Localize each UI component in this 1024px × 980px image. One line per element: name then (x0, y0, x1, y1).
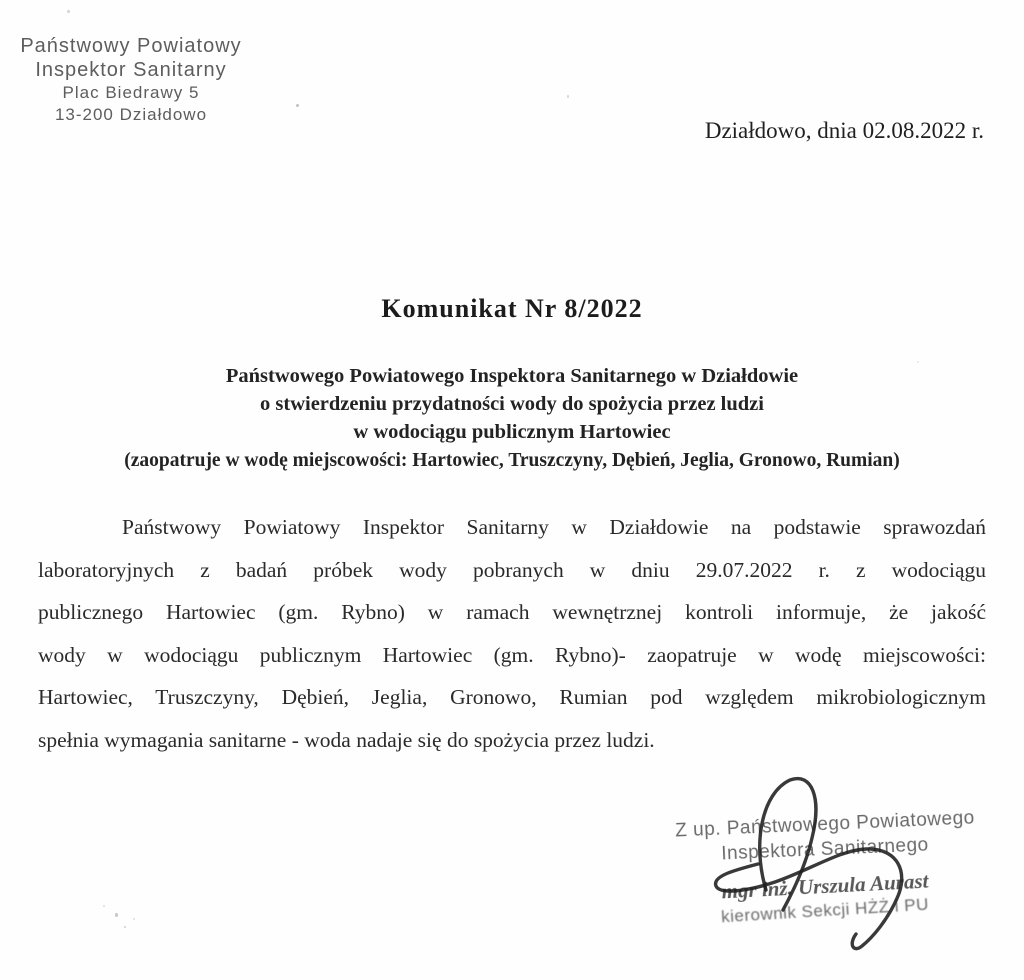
body-line-2: laboratoryjnych z badań próbek wody pobranych w dniu 29.07.2022 r. z wodociągu (38, 557, 986, 582)
subtitle-line-1: Państwowego Powiatowego Inspektora Sanitarnego w Działdowie (225, 365, 799, 387)
signer-role: kierownik Sekcji HŻŻ i PU (720, 894, 930, 927)
body-line-3: publicznego Hartowiec (gm. Rybno) w ramach wewnętrznej kontroli informuje, że jakość (38, 600, 986, 624)
scan-speck (133, 918, 135, 920)
stamp-line-authority-1: Państwowy Powiatowy (20, 35, 242, 57)
scan-speck (917, 361, 919, 363)
body-line-5: Hartowiec, Truszczyny, Dębień, Jeglia, Gronowo, Rumian pod względem mikrobiologicznym (38, 685, 986, 709)
signer-name: mgr inż. Urszula Aurast (720, 868, 929, 904)
scan-speck (296, 104, 299, 107)
scan-speck (124, 926, 126, 928)
body-line-1: Państwowy Powiatowy Inspektor Sanitarny w Działdowie na podstawie sprawozdań (122, 515, 986, 539)
scan-speck (67, 10, 70, 13)
document-subtitle (0, 362, 1024, 476)
scan-speck (115, 913, 118, 917)
stamp-line-city: 13-200 Działdowo (54, 105, 208, 124)
signature-block (670, 807, 980, 927)
sender-stamp (0, 34, 262, 126)
subtitle-line-2: o stwierdzeniu przydatności wody do spożycia przez ludzi (260, 393, 764, 415)
subtitle-line-3: w wodociągu publicznym Hartowiec (353, 421, 671, 443)
scan-speck (103, 905, 105, 907)
scan-speck (567, 95, 569, 98)
stamp-line-street: Plac Biedrawy 5 (62, 83, 200, 102)
body-paragraph (38, 506, 986, 761)
document-title: Komunikat Nr 8/2022 (381, 294, 643, 323)
subtitle-line-4: (zaopatruje w wodę miejscowości: Hartowiec, Truszczyny, Dębień, Jeglia, Gronowo, Rumian) (124, 450, 900, 471)
body-line-4: wody w wodociągu publicznym Hartowiec (gm. Rybno)- zaopatruje w wodę miejscowości: (38, 642, 986, 667)
body-line-6: spełnia wymagania sanitarne - woda nadaje się do spożycia przez ludzi. (38, 727, 655, 752)
dateline: Działdowo, dnia 02.08.2022 r. (704, 118, 984, 143)
signature-authority-line-2: Inspektora Sanitarnego (720, 834, 930, 865)
stamp-line-authority-2: Inspektor Sanitarny (35, 59, 227, 81)
signature-authority-line-1: Z up. Państwowego Powiatowego (674, 807, 976, 842)
